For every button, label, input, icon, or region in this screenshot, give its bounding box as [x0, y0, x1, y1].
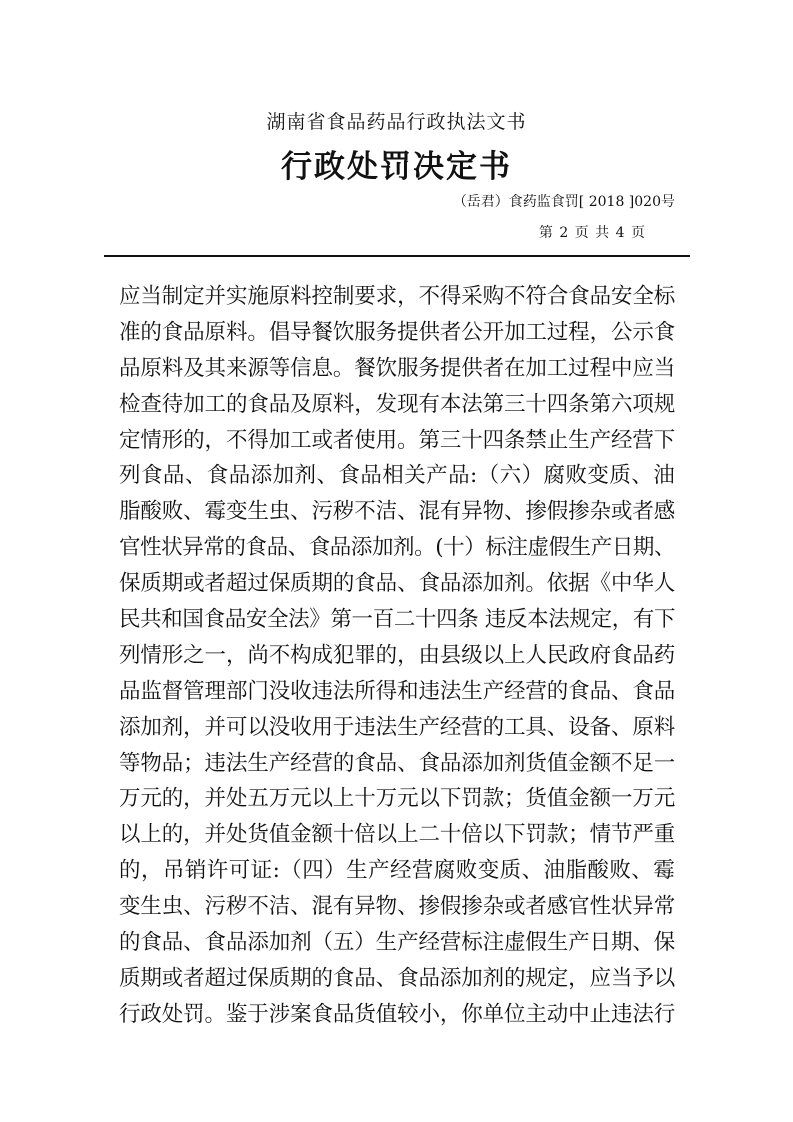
- body-line: 变生虫、污秽不洁、混有异物、掺假掺杂或者感官性状异常: [119, 894, 675, 920]
- body-line: 脂酸败、霉变生虫、污秽不洁、混有异物、掺假掺杂或者感: [119, 499, 675, 525]
- body-line: 万元的，并处五万元以上十万元以下罚款；货值金额一万元: [119, 786, 675, 812]
- body-line: 添加剂，并可以没收用于违法生产经营的工具、设备、原料: [119, 714, 675, 740]
- body-line: 行政处罚。鉴于涉案食品货值较小，你单位主动中止违法行: [119, 1001, 675, 1027]
- body-line: 列食品、食品添加剂、食品相关产品:（六）腐败变质、油: [119, 463, 675, 489]
- body-line: 官性状异常的食品、食品添加剂。(十）标注虚假生产日期、: [119, 535, 675, 561]
- issuing-authority-heading: 湖南省食品药品行政执法文书: [266, 111, 527, 133]
- document-number: （岳君）食药监食罚[ 2018 ]020号: [452, 194, 675, 210]
- body-line: 品原料及其来源等信息。餐饮服务提供者在加工过程中应当: [119, 355, 675, 381]
- body-line: 应当制定并实施原料控制要求，不得采购不符合食品安全标: [119, 284, 675, 309]
- body-line: 准的食品原料。倡导餐饮服务提供者公开加工过程，公示食: [119, 319, 675, 345]
- page-indicator: 第 2 页 共 4 页: [538, 225, 646, 241]
- body-line: 品监督管理部门没收违法所得和违法生产经营的食品、食品: [119, 678, 675, 704]
- body-line: 的，吊销许可证:（四）生产经营腐败变质、油脂酸败、霉: [119, 858, 675, 884]
- body-line: 列情形之一，尚不构成犯罪的，由县级以上人民政府食品药: [119, 642, 675, 668]
- body-line: 质期或者超过保质期的食品、食品添加剂的规定，应当予以: [119, 965, 675, 991]
- body-line: 民共和国食品安全法》第一百二十四条 违反本法规定，有下: [119, 607, 675, 633]
- document-title: 行政处罚决定书: [281, 149, 512, 185]
- body-line: 以上的，并处货值金额十倍以上二十倍以下罚款；情节严重: [119, 822, 675, 848]
- body-line: 保质期或者超过保质期的食品、食品添加剂。依据《中华人: [119, 571, 675, 597]
- body-line: 等物品；违法生产经营的食品、食品添加剂货值金额不足一: [119, 750, 675, 776]
- body-line: 的食品、食品添加剂（五）生产经营标注虚假生产日期、保: [119, 930, 675, 956]
- body-line: 定情形的，不得加工或者使用。第三十四条禁止生产经营下: [119, 427, 675, 453]
- body-text: [119, 279, 675, 1033]
- header-divider: [104, 255, 690, 257]
- body-line: 检查待加工的食品及原料，发现有本法第三十四条第六项规: [119, 391, 675, 417]
